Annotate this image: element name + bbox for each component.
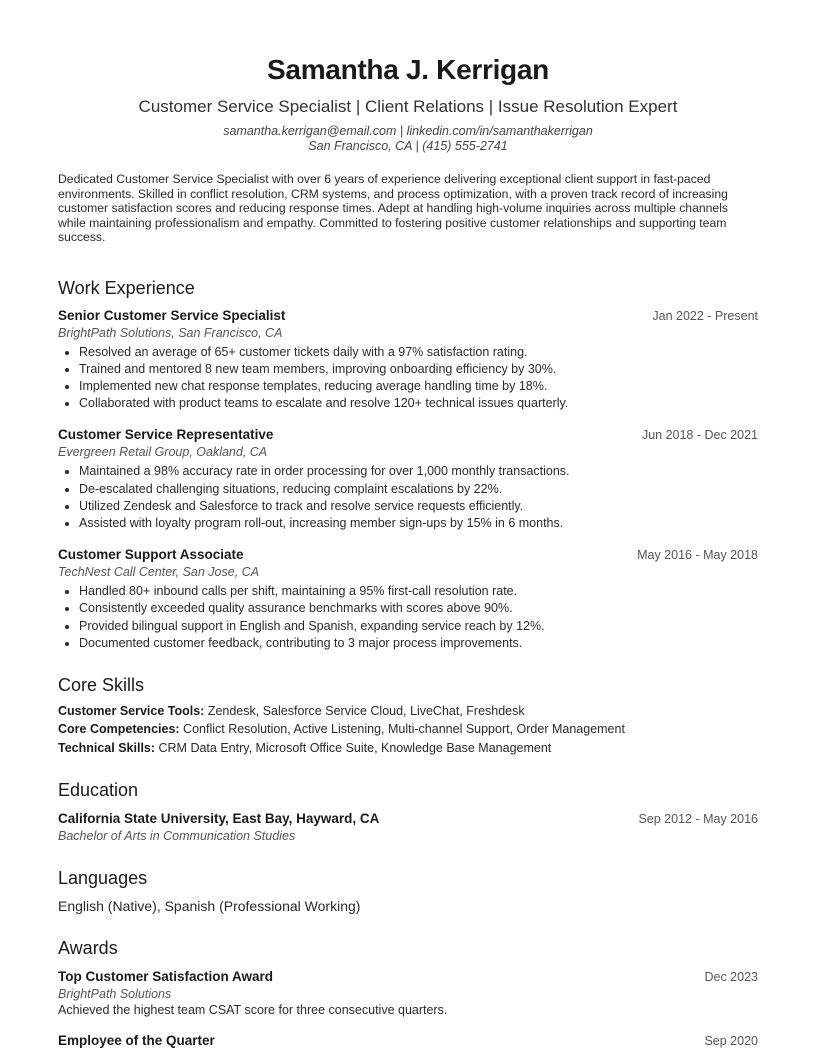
section-title-education: Education	[58, 780, 139, 801]
skill-line	[58, 702, 758, 721]
job-bullet: • Consistently exceeded quality assurance benchmarks with scores above 90%.	[79, 600, 758, 617]
job-date: Jan 2022 - Present	[652, 308, 758, 323]
skill-label: Core Competencies:	[58, 722, 180, 737]
job-date: May 2016 - May 2018	[637, 548, 758, 563]
section-title-languages: Languages	[58, 868, 148, 889]
education-date: Sep 2012 - May 2016	[638, 812, 758, 827]
skill-value: CRM Data Entry, Microsoft Office Suite, Knowledge Base Management	[155, 740, 552, 755]
skill-label: Customer Service Tools:	[58, 703, 205, 718]
job-bullet: • Collaborated with product teams to escalate and resolve 120+ technical issues quarterly.	[79, 395, 758, 412]
award-title: Employee of the Quarter	[58, 1033, 215, 1049]
skill-line	[58, 720, 758, 739]
job-company: BrightPath Solutions, San Francisco, CA	[58, 325, 283, 340]
languages-list: English (Native), Spanish (Professional Working)	[58, 898, 361, 915]
job-date: Jun 2018 - Dec 2021	[641, 428, 758, 443]
section-title-skills: Core Skills	[58, 674, 145, 695]
work-experience-section	[58, 277, 758, 652]
award-date: Dec 2023	[704, 970, 758, 985]
contact-line-email: samantha.kerrigan@email.com | linkedin.com/in/samanthakerrigan	[223, 124, 593, 138]
job-bullet: • Utilized Zendesk and Salesforce to track and resolve service requests efficiently.	[79, 498, 758, 515]
award-entry	[58, 968, 758, 1018]
award-description: Achieved the highest team CSAT score for three consecutive quarters.	[58, 1003, 448, 1018]
section-title-awards: Awards	[58, 938, 118, 959]
candidate-name: Samantha J. Kerrigan	[267, 54, 549, 85]
skill-value: Conflict Resolution, Active Listening, Multi-channel Support, Order Management	[179, 722, 625, 737]
job-title: Senior Customer Service Specialist	[58, 307, 286, 323]
job-title: Customer Service Representative	[58, 427, 274, 443]
job-bullet: • Implemented new chat response templates, reducing average handling time by 18%.	[79, 378, 758, 395]
job-bullet: • Trained and mentored 8 new team members, improving onboarding efficiency by 30%.	[79, 361, 758, 378]
job-company: Evergreen Retail Group, Oakland, CA	[58, 445, 268, 460]
job-company: TechNest Call Center, San Jose, CA	[58, 565, 260, 580]
award-date: Sep 2020	[704, 1034, 758, 1049]
awards-section	[58, 937, 758, 1050]
contact-line-location: San Francisco, CA | (415) 555-2741	[308, 139, 508, 153]
job-entry	[58, 546, 758, 652]
section-title-work: Work Experience	[58, 277, 195, 298]
award-entry	[58, 1032, 758, 1050]
headline: Customer Service Specialist | Client Relations | Issue Resolution Expert	[138, 97, 678, 116]
job-bullet: • De-escalated challenging situations, reducing complaint escalations by 22%.	[79, 481, 758, 498]
resume-page	[58, 52, 758, 1050]
skill-label: Technical Skills:	[58, 740, 156, 755]
degree: Bachelor of Arts in Communication Studies	[58, 829, 296, 844]
education-section	[58, 779, 758, 845]
job-bullets	[58, 344, 758, 413]
skill-line	[58, 739, 758, 758]
job-bullet: • Provided bilingual support in English and Spanish, expanding service reach by 12%.	[79, 618, 758, 635]
core-skills-section	[58, 674, 758, 758]
award-org: BrightPath Solutions	[58, 987, 172, 1002]
job-title: Customer Support Associate	[58, 547, 244, 563]
professional-summary: Dedicated Customer Service Specialist with over 6 years of experience delivering exceptional client support in fast-paced environments. Skilled in conflict resolution, CRM systems, and process optimization, with a proven track record of increasing customer satisfaction scores and reducing response times. Adept at handling high-volume inquiries across multiple channels while maintaining professionalism and empathy. Committed to fostering positive customer relationships and supporting team success.	[58, 172, 728, 244]
job-bullet: • Handled 80+ inbound calls per shift, maintaining a 95% first-call resolution rate.	[79, 583, 758, 600]
school-name: California State University, East Bay, Hayward, CA	[58, 811, 380, 827]
contact-info	[58, 124, 758, 154]
job-bullets	[58, 583, 758, 652]
job-bullets	[58, 463, 758, 532]
job-entry	[58, 426, 758, 532]
job-bullet: • Resolved an average of 65+ customer tickets daily with a 97% satisfaction rating.	[79, 344, 758, 361]
job-bullet: • Maintained a 98% accuracy rate in order processing for over 1,000 monthly transactions.	[79, 463, 758, 480]
job-bullet: • Documented customer feedback, contributing to 3 major process improvements.	[79, 635, 758, 652]
languages-section	[58, 867, 758, 915]
skill-value: Zendesk, Salesforce Service Cloud, LiveChat, Freshdesk	[204, 703, 525, 718]
job-entry	[58, 307, 758, 413]
award-title: Top Customer Satisfaction Award	[58, 969, 274, 985]
education-entry	[58, 810, 758, 845]
job-bullet: • Assisted with loyalty program roll-out, increasing member sign-ups by 15% in 6 months.	[79, 515, 758, 532]
